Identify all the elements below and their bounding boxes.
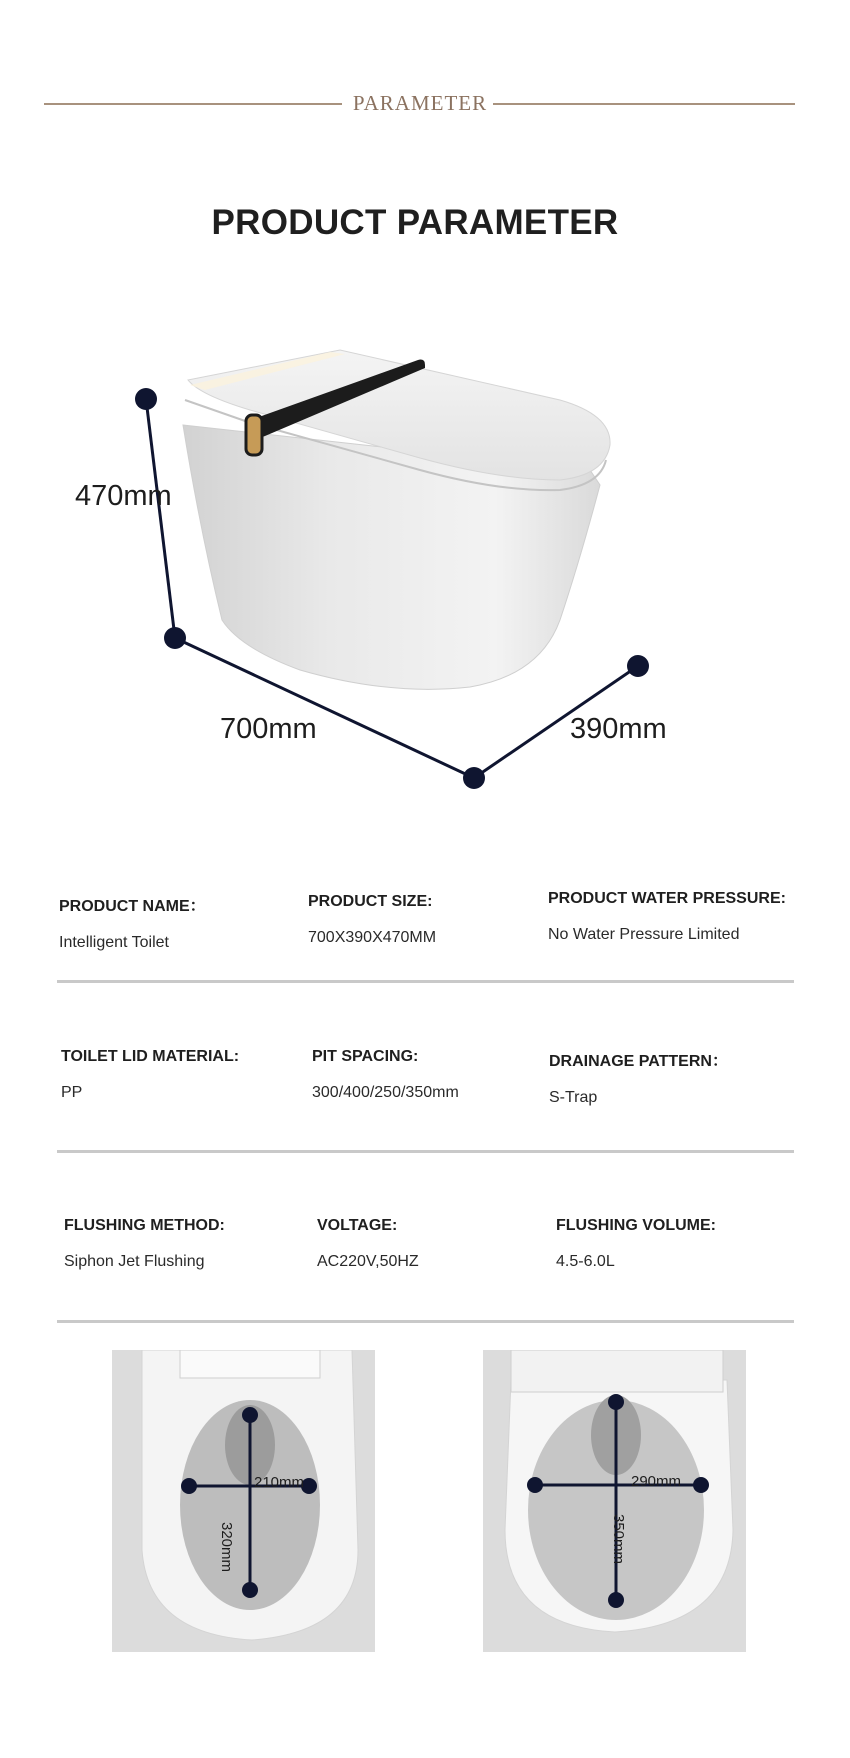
bowl-marker: [242, 1582, 258, 1598]
spec-value: Intelligent Toilet: [59, 934, 169, 951]
dimension-marker-corner: [164, 627, 186, 649]
seat-width-label: 210mm: [254, 1474, 305, 1491]
spec-label: VOLTAGE:: [317, 1217, 398, 1234]
seat-length-label: 320mm: [218, 1522, 235, 1573]
header-rule-left: [44, 103, 342, 105]
spec-lid-material: [61, 1048, 239, 1102]
spec-product-size: [308, 893, 436, 947]
divider: [57, 980, 794, 983]
spec-flushing-volume: [556, 1217, 716, 1271]
spec-pit-spacing: [312, 1048, 459, 1102]
panel-end-cap: [246, 415, 262, 455]
seat-opening-diagram: [112, 1350, 375, 1652]
bowl-marker: [693, 1477, 709, 1493]
spec-value: AC220V,50HZ: [317, 1253, 419, 1270]
divider: [57, 1320, 794, 1323]
spec-label: PIT SPACING:: [312, 1048, 419, 1065]
hinge-block: [180, 1350, 320, 1378]
height-dimension-label: 470mm: [75, 480, 172, 512]
bowl-width-label: 290mm: [631, 1473, 682, 1490]
height-line: [146, 399, 175, 638]
spec-flushing-method: [64, 1217, 225, 1271]
bowl-length-label: 350mm: [610, 1514, 627, 1565]
bowl-marker: [608, 1394, 624, 1410]
spec-label: PRODUCT NAME：: [59, 898, 206, 915]
hinge-block: [511, 1350, 723, 1392]
spec-water-pressure: [548, 890, 786, 944]
dimension-marker-right: [627, 655, 649, 677]
divider: [57, 1150, 794, 1153]
spec-value: 700X390X470MM: [308, 929, 437, 946]
bowl-marker: [242, 1407, 258, 1423]
spec-drainage-pattern: [549, 1048, 728, 1107]
page-title: PRODUCT PARAMETER: [211, 203, 619, 242]
length-dimension-label: 700mm: [220, 713, 317, 745]
dimension-marker-top: [135, 388, 157, 410]
spec-voltage: [317, 1217, 419, 1271]
spec-product-name: [59, 893, 206, 952]
spec-label: PRODUCT SIZE:: [308, 893, 433, 910]
spec-label: DRAINAGE PATTERN：: [549, 1053, 728, 1070]
bowl-marker: [608, 1592, 624, 1608]
spec-label: FLUSHING METHOD:: [64, 1217, 225, 1234]
spec-label: FLUSHING VOLUME:: [556, 1217, 716, 1234]
bowl-marker: [181, 1478, 197, 1494]
spec-value: 4.5-6.0L: [556, 1253, 615, 1270]
bowl-marker: [527, 1477, 543, 1493]
bowl-opening-diagram: [483, 1350, 746, 1652]
spec-label: PRODUCT WATER PRESSURE:: [548, 890, 786, 907]
toilet-dimension-diagram: [0, 330, 850, 820]
spec-value: 300/400/250/350mm: [312, 1084, 459, 1101]
section-label: PARAMETER: [352, 91, 488, 115]
spec-value: PP: [61, 1084, 83, 1101]
header-rule-right: [493, 103, 795, 105]
spec-value: No Water Pressure Limited: [548, 926, 740, 943]
spec-value: Siphon Jet Flushing: [64, 1253, 205, 1270]
bowl-opening-photo: [483, 1350, 746, 1652]
product-illustration: [0, 330, 850, 820]
spec-label: TOILET LID MATERIAL:: [61, 1048, 240, 1065]
dimension-marker-bottom: [463, 767, 485, 789]
width-dimension-label: 390mm: [570, 713, 667, 745]
seat-opening-photo: [112, 1350, 375, 1652]
spec-value: S-Trap: [549, 1089, 598, 1106]
